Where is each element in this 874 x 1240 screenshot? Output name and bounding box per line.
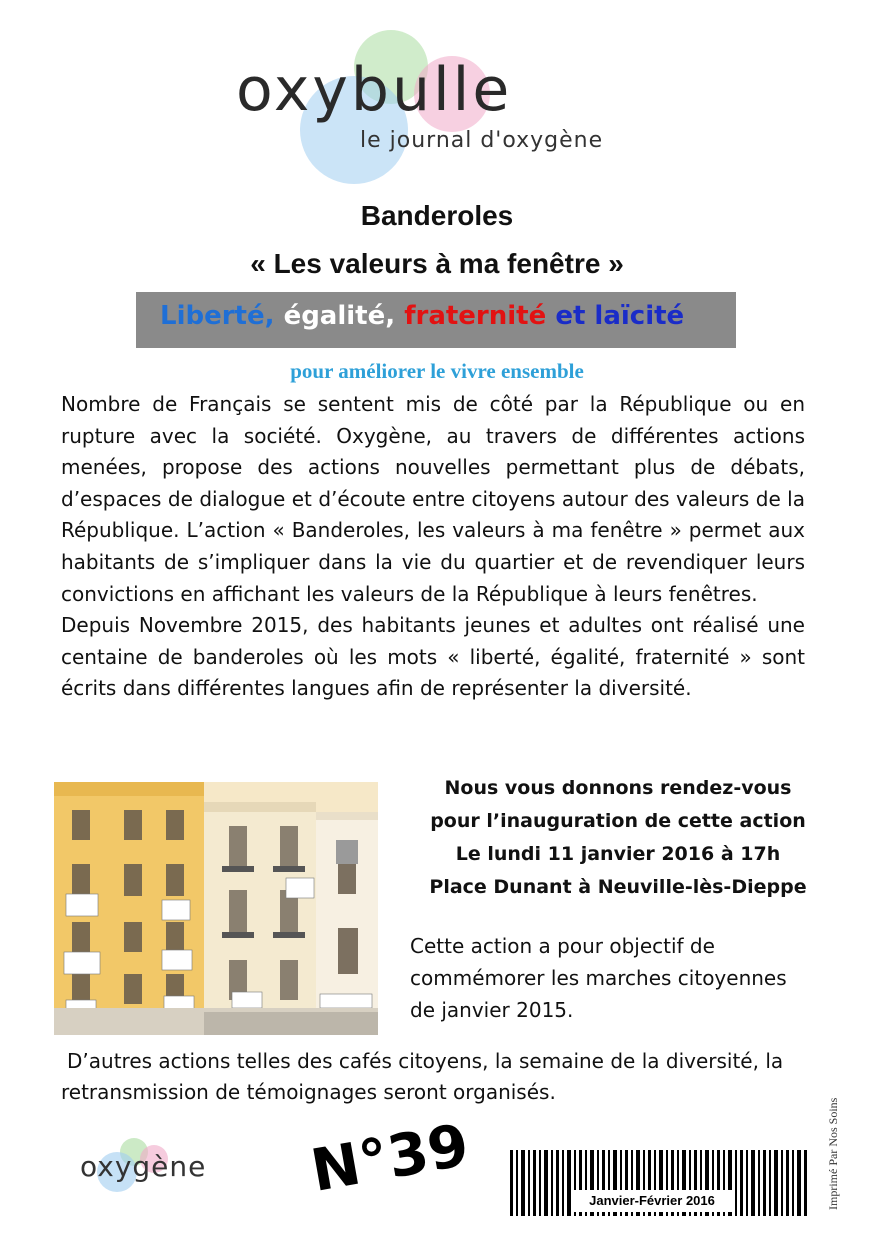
banners-photo [54, 782, 378, 1035]
event-date: Le lundi 11 janvier 2016 à 17h [455, 843, 781, 865]
event-announcement [398, 772, 838, 904]
value-laicite: et laïcité [555, 301, 685, 331]
value-egalite: égalité, [283, 301, 396, 331]
values-text [160, 301, 684, 331]
tagline: pour améliorer le vivre ensemble [290, 359, 584, 383]
article-paragraph-2: Depuis Novembre 2015, des habitants jeunes et adultes ont réalisé une centaine de banderoles où les mots « liberté, égalité, fraternité » sont écrits dans différentes langues afin de représenter la diversité. [61, 613, 805, 701]
event-line-1: Nous vous donnons rendez-vous [444, 777, 792, 799]
headline-subtitle: « Les valeurs à ma fenêtre » [250, 248, 624, 279]
article-body [61, 389, 805, 705]
closing-text: D’autres actions telles des cafés citoyens, la semaine de la diversité, la retransmission de témoignages seront organisés. [61, 1049, 784, 1104]
masthead-title: oxybulle [236, 55, 513, 125]
value-fraternite: fraternité [404, 301, 547, 331]
article-paragraph-1: Nombre de Français se sentent mis de côté par la République ou en rupture avec la société. Oxygène, au travers de différentes actions menées, propose des actions nouvelles permettant plus de débats, d’espaces de dialogue et d’écoute entre citoyens autour des valeurs de la République. L’action « Banderoles, les valeurs à ma fenêtre » permet aux habitants de s’impliquer dans la vie du quartier et de revendiquer leurs convictions en affichant les valeurs de la République à leurs fenêtres. [61, 392, 805, 606]
value-liberte: Liberté, [160, 301, 275, 331]
printer-credit: Imprimé Par Nos Soins [826, 1097, 840, 1210]
oxygene-logo: oxygène [80, 1150, 207, 1183]
issue-date: Janvier-Février 2016 [572, 1190, 732, 1212]
headline-title: Banderoles [360, 200, 514, 231]
event-location: Place Dunant à Neuville-lès-Dieppe [429, 876, 807, 898]
issue-number: N°39 [306, 1110, 474, 1205]
event-line-2: pour l’inauguration de cette action [430, 810, 806, 832]
objective-text: Cette action a pour objectif de commémorer les marches citoyennes de janvier 2015. [410, 934, 787, 1022]
masthead-subtitle: le journal d'oxygène [360, 128, 604, 153]
